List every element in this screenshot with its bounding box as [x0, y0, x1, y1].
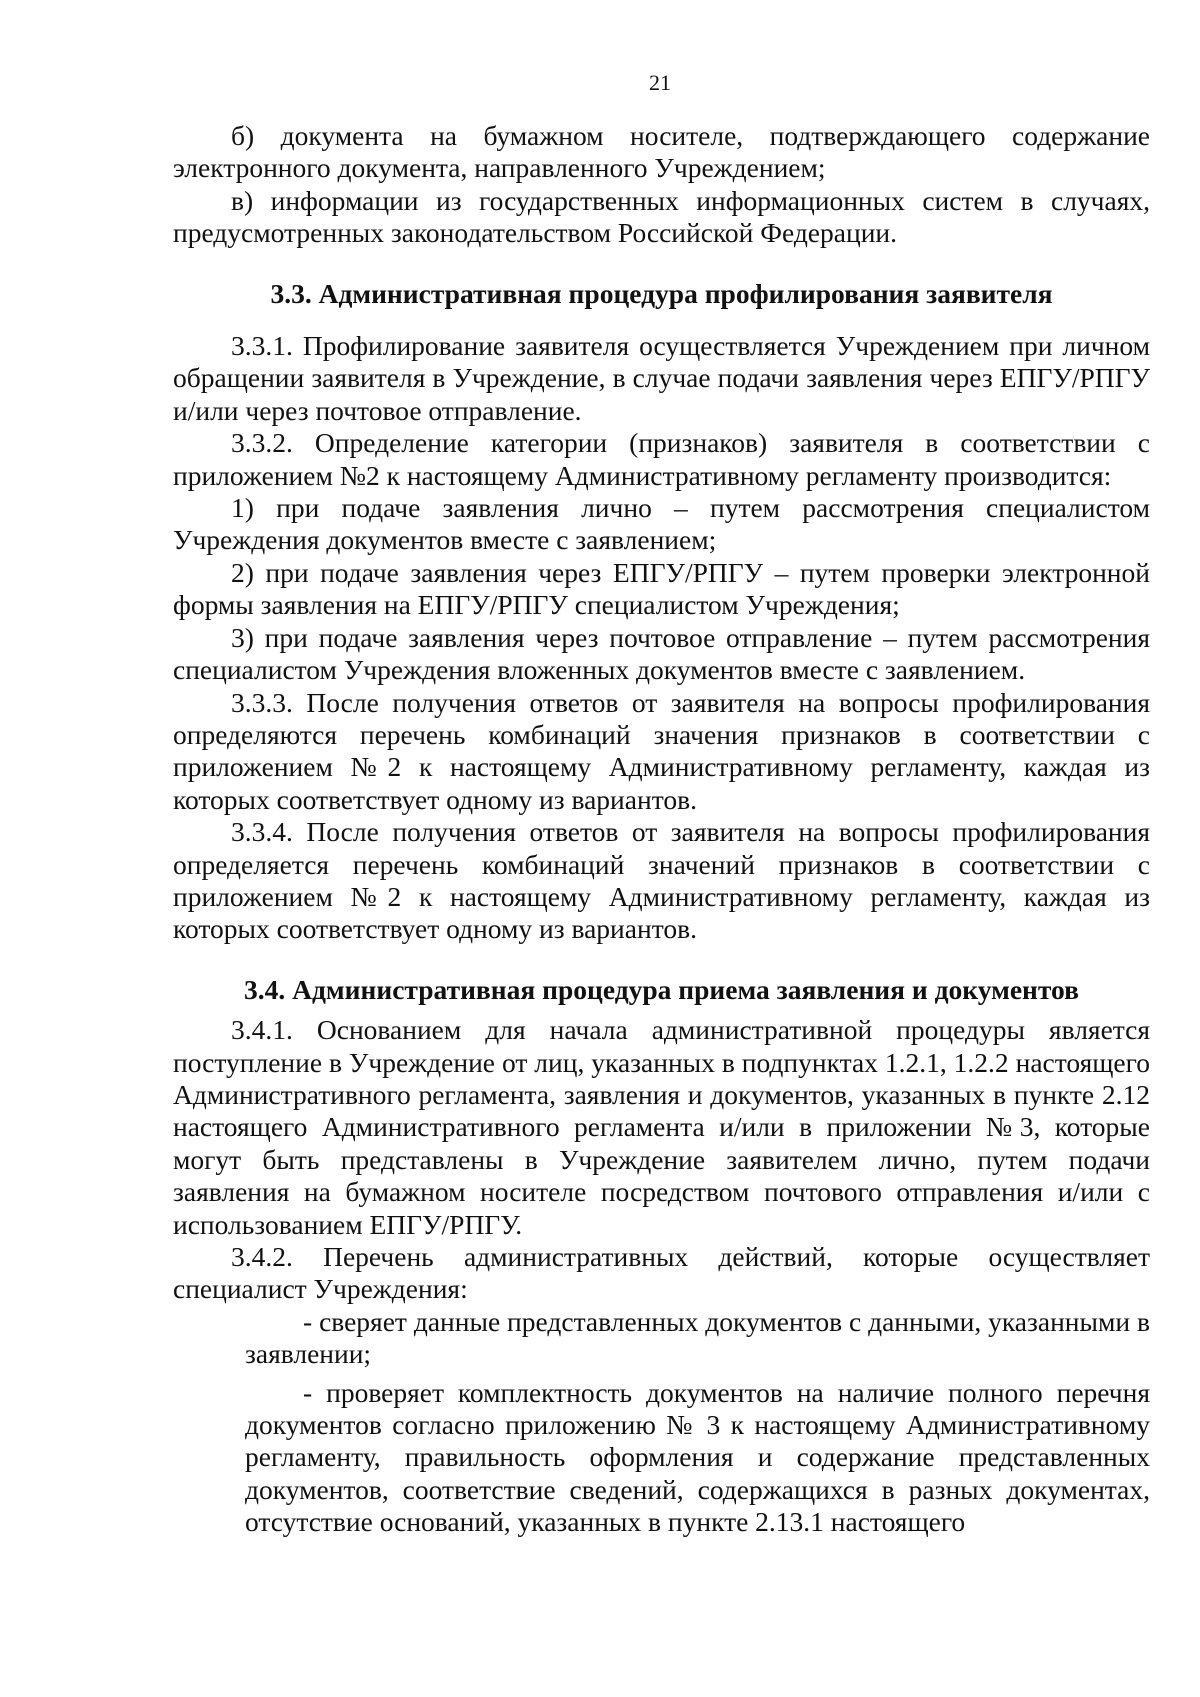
- section-heading-3-3: 3.3. Административная процедура профилирования заявителя: [270, 277, 1053, 309]
- list-item: - проверяет комплектность документов на наличие полного перечня документов согласно приложению № 3 к настоящему Административному регламенту, правильность оформления и содержание представленных документов, соответствие сведений, содержащихся в разных документах, отсутствие оснований, указанных в пункте 2.13.1 настоящего: [245, 1376, 1150, 1538]
- paragraph: 3.4.2. Перечень административных действий, которые осуществляет специалист Учреждения:: [173, 1241, 1150, 1305]
- paragraph: 3.3.4. После получения ответов от заявителя на вопросы профилирования определяется перечень комбинаций значений признаков в соответствии с приложением №2 к настоящему Административному регламенту, каждая из которых соответствует одному из вариантов.: [173, 816, 1150, 945]
- paragraph: 3.3.2. Определение категории (признаков) заявителя в соответствии с приложением №2 к настоящему Административному регламенту производится:: [173, 427, 1150, 491]
- paragraph: 3.3.3. После получения ответов от заявителя на вопросы профилирования определяются перечень комбинаций значения признаков в соответствии с приложением №2 к настоящему Административному регламенту, каждая из которых соответствует одному из вариантов.: [173, 686, 1150, 815]
- page-number: 21: [649, 70, 671, 95]
- document-body: [173, 120, 1150, 1545]
- section-heading-3-4: 3.4. Административная процедура приема заявления и документов: [244, 973, 1079, 1005]
- paragraph: 3.3.1. Профилирование заявителя осуществляется Учреждением при личном обращении заявителя в Учреждение, в случае подачи заявления через ЕПГУ/РПГУ и/или через почтовое отправление.: [173, 330, 1150, 426]
- paragraph: б) документа на бумажном носителе, подтверждающего содержание электронного документа, направленного Учреждением;: [173, 120, 1150, 184]
- paragraph: 1) при подаче заявления лично – путем рассмотрения специалистом Учреждения документов вместе с заявлением;: [173, 492, 1150, 556]
- list-item: - сверяет данные представленных документов с данными, указанными в заявлении;: [245, 1305, 1150, 1370]
- paragraph: 2) при подаче заявления через ЕПГУ/РПГУ – путем проверки электронной формы заявления на ЕПГУ/РПГУ специалистом Учреждения;: [173, 556, 1150, 621]
- paragraph: 3) при подаче заявления через почтовое отправление – путем рассмотрения специалистом Учреждения вложенных документов вместе с заявлением.: [173, 621, 1150, 686]
- paragraph: 3.4.1. Основанием для начала административной процедуры является поступление в Учреждение от лиц, указанных в подпунктах 1.2.1, 1.2.2 настоящего Административного регламента, заявления и документов, указанных в пункте 2.12 настоящего Административного регламента и/или в приложении №3, которые могут быть представлены в Учреждение заявителем лично, путем подачи заявления на бумажном носителе посредством почтового отправления и/или с использованием ЕПГУ/РПГУ.: [173, 1014, 1150, 1240]
- paragraph: в) информации из государственных информационных систем в случаях, предусмотренных законодательством Российской Федерации.: [173, 184, 1150, 249]
